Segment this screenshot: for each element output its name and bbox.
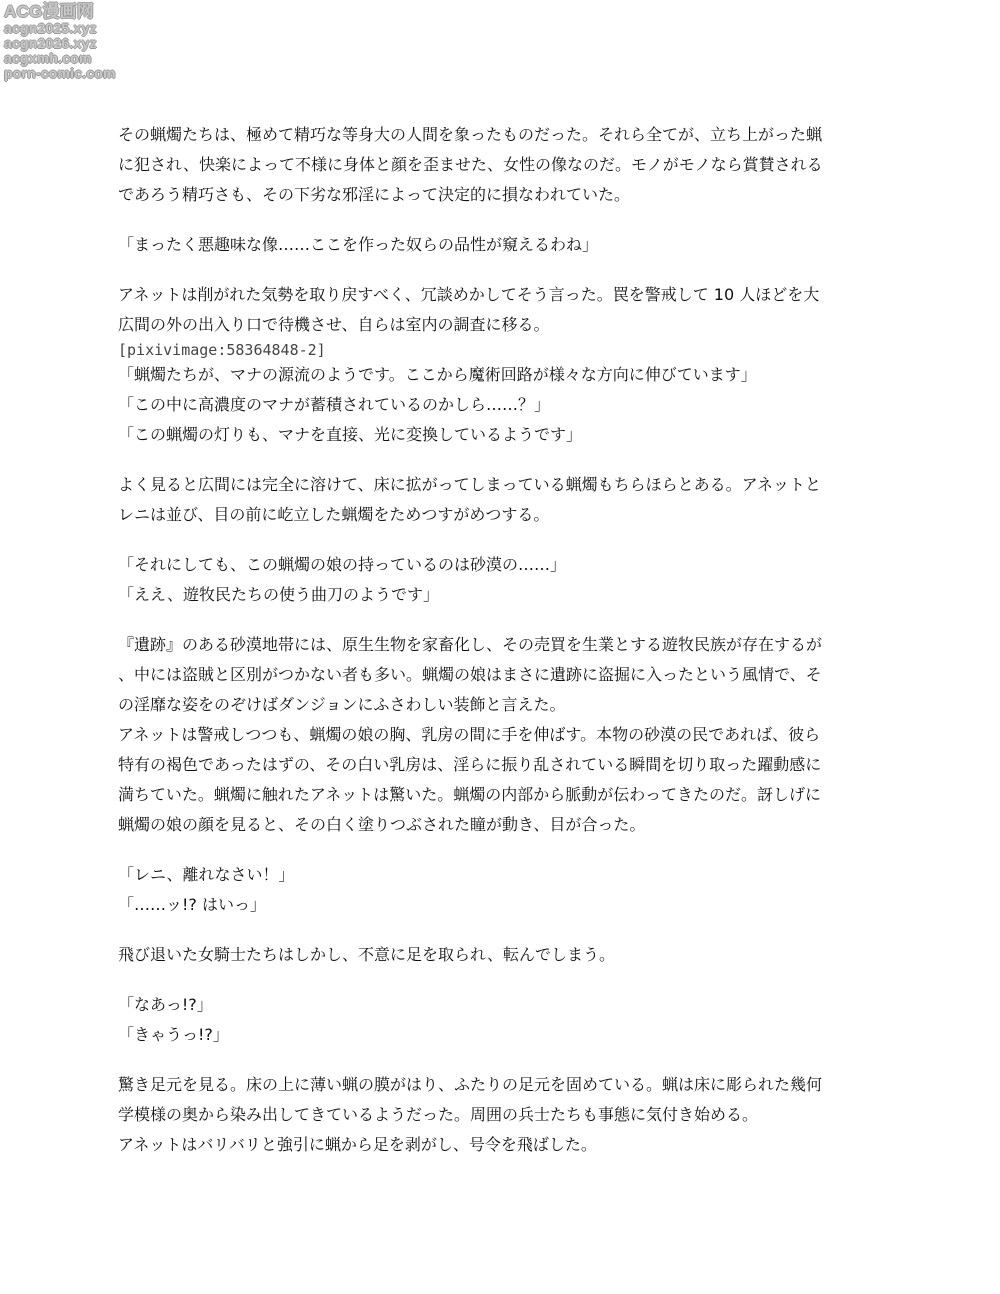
text-line: 「ええ、遊牧民たちの使う曲刀のようです」 (118, 585, 439, 604)
dialogue-block (118, 860, 878, 920)
text-line: 満ちていた。蝋燭に触れたアネットは驚いた。蝋燭の内部から脈動が伝わってきたのだ。訝しげに (118, 785, 822, 804)
text-line: 「……ッ!? はいっ」 (118, 895, 266, 914)
watermark-line: ACG漫画网 (4, 2, 94, 21)
dialogue-block (118, 990, 878, 1050)
text-line: に犯され、快楽によって不様に身体と顔を歪ませた、女性の像なのだ。モノがモノなら賞賛される (118, 155, 823, 174)
dialogue-block (118, 550, 878, 610)
paragraph-melted (118, 470, 878, 530)
text-line: 蝋燭の娘の顔を見ると、その白く塗りつぶされた瞳が動き、目が合った。 (118, 815, 646, 834)
watermark-line: acgn2025.xyz (4, 20, 97, 36)
text-line: レニは並び、目の前に屹立した蝋燭をためつすがめつする。 (118, 505, 550, 524)
paragraph-desert (118, 630, 878, 840)
text-line: 『遺跡』のある砂漠地帯には、原生生物を家畜化し、その売買を生業とする遊牧民族が存在するが (118, 635, 823, 654)
text-line: 「それにしても、この蝋燭の娘の持っているのは砂漠の……」 (118, 555, 567, 574)
text-line: よく見ると広間には完全に溶けて、床に拡がってしまっている蝋燭もちらほらとある。アネットと (118, 475, 822, 494)
text-line: の淫靡な姿をのぞけばダンジョンにふさわしい装飾と言えた。 (118, 695, 566, 714)
text-line: であろう精巧さも、その下劣な邪淫によって決定的に損なわれていた。 (118, 185, 631, 204)
text-line: アネットは削がれた気勢を取り戻すべく、冗談めかしてそう言った。罠を警戒して 10 人ほどを大 (118, 285, 820, 304)
text-line: 「なあっ!?」 (118, 995, 213, 1014)
text-line: 「きゃうっ!?」 (118, 1025, 229, 1044)
text-line: 「蝋燭たちが、マナの源流のようです。ここから魔術回路が様々な方向に伸びています」 (118, 365, 757, 384)
paragraph-wax-floor (118, 1070, 878, 1160)
text-line: その蝋燭たちは、極めて精巧な等身大の人間を象ったものだった。それら全てが、立ち上がった蝋 (118, 125, 823, 144)
document-body (118, 120, 878, 1180)
watermark-line: acgxmh.com (4, 50, 92, 66)
dialogue-block (118, 230, 878, 260)
pixiv-image-tag: [pixivimage:58364848-2] (118, 341, 326, 359)
text-line: 特有の褐色であったはずの、その白い乳房は、淫らに振り乱されている瞬間を切り取った躍動感に (118, 755, 822, 774)
text-line: アネットは警戒しつつも、蝋燭の娘の胸、乳房の間に手を伸ばす。本物の砂漠の民であれば、彼ら (118, 725, 821, 744)
watermark-line: porn-comic.com (4, 65, 116, 81)
text-line: 「この蝋燭の灯りも、マナを直接、光に変換しているようです」 (118, 425, 583, 444)
text-line: 「レニ、離れなさい！」 (118, 865, 295, 884)
paragraph-investigation (118, 280, 878, 450)
text-line: 学模様の奥から染み出してきているようだった。周囲の兵士たちも事態に気付き始める。 (118, 1105, 759, 1124)
text-line: 、中には盗賊と区別がつかない者も多い。蝋燭の娘はまさに遺跡に盗掘に入ったという風情で、そ (118, 665, 822, 684)
watermark-line: acgn2026.xyz (4, 35, 97, 51)
site-watermark (4, 2, 116, 81)
text-line: アネットはバリバリと強引に蝋から足を剥がし、号令を飛ばした。 (118, 1135, 597, 1154)
text-line: 広間の外の出入り口で待機させ、自らは室内の調査に移る。 (118, 315, 550, 334)
text-line: 飛び退いた女騎士たちはしかし、不意に足を取られ、転んでしまう。 (118, 945, 615, 964)
paragraph-fall (118, 940, 878, 970)
text-line: 「この中に高濃度のマナが蓄積されているのかしら……？」 (118, 395, 551, 414)
text-line: 驚き足元を見る。床の上に薄い蝋の膜がはり、ふたりの足元を固めている。蝋は床に彫られた幾何 (118, 1075, 823, 1094)
paragraph-intro (118, 120, 878, 210)
text-line: 「まったく悪趣味な像……ここを作った奴らの品性が窺えるわね」 (118, 235, 599, 254)
